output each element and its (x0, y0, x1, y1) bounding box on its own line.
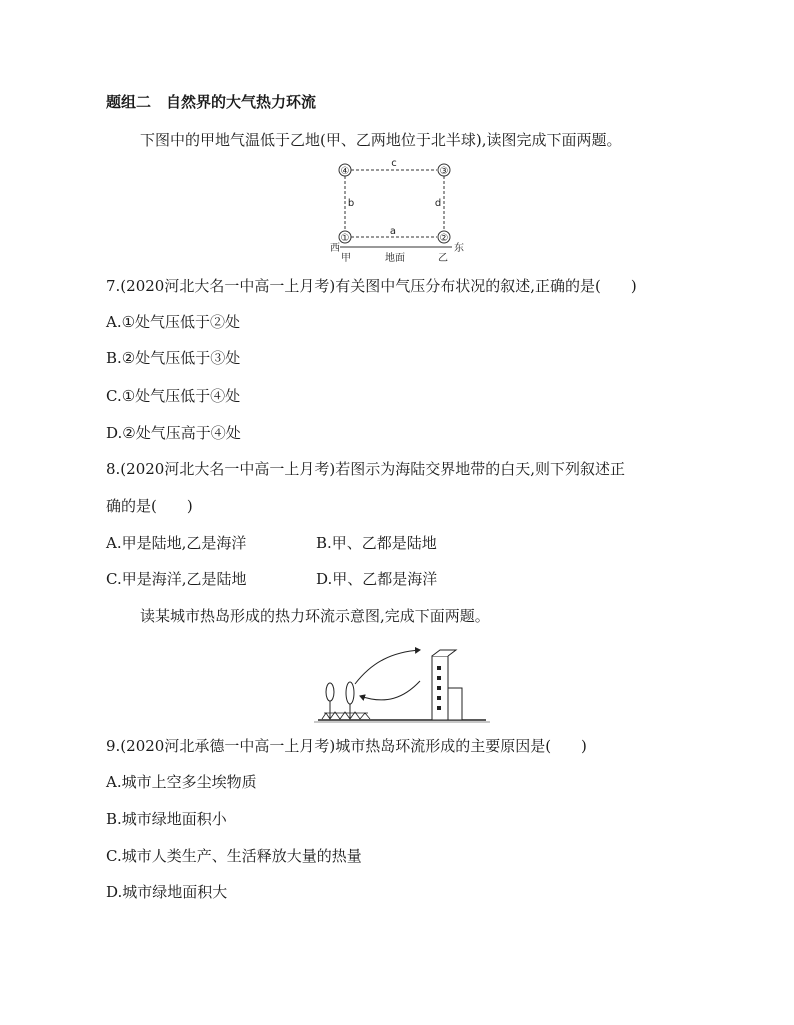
q8-option-a: A.甲是陆地,乙是海洋 (106, 534, 247, 552)
q8-option-c: C.甲是海洋,乙是陆地 (106, 570, 247, 588)
circle-label-3: ③ (439, 166, 449, 177)
label-west: 西 (330, 243, 340, 254)
circulation-diagram (0, 0, 794, 270)
edge-label-d: d (434, 198, 442, 209)
edge-label-a: a (389, 226, 397, 237)
q8-option-d: D.甲、乙都是海洋 (316, 570, 438, 588)
circle-label-1: ① (340, 233, 350, 244)
section-title: 题组二 自然界的大气热力环流 (106, 93, 317, 111)
q8-stem-line-2: 确的是( ) (106, 497, 193, 515)
label-east: 东 (454, 243, 464, 254)
label-jia: 甲 (341, 253, 351, 264)
q9-option-c: C.城市人类生产、生活释放大量的热量 (106, 847, 362, 865)
tree-2 (346, 682, 354, 718)
arrow-upper (355, 650, 420, 684)
q9-option-d: D.城市绿地面积大 (106, 883, 228, 901)
circle-label-4: ④ (340, 166, 350, 177)
edge-label-b: b (347, 198, 355, 209)
q7-option-c: C.①处气压低于④处 (106, 387, 241, 405)
q9-stem: 9.(2020河北承德一中高一上月考)城市热岛环流形成的主要原因是( ) (106, 737, 587, 755)
heat-island-diagram (300, 640, 500, 730)
q7-option-a: A.①处气压低于②处 (106, 313, 241, 331)
q8-option-b: B.甲、乙都是陆地 (316, 534, 437, 552)
arrow-lower (360, 681, 420, 700)
grass-base (322, 712, 370, 719)
q9-option-b: B.城市绿地面积小 (106, 810, 227, 828)
circle-label-2: ② (439, 233, 449, 244)
q7-option-b: B.②处气压低于③处 (106, 349, 241, 367)
q8-stem-line-1: 8.(2020河北大名一中高一上月考)若图示为海陆交界地带的白天,则下列叙述正 (106, 460, 625, 478)
q7-option-d: D.②处气压高于④处 (106, 424, 241, 442)
intro-paragraph-1: 下图中的甲地气温低于乙地(甲、乙两地位于北半球),读图完成下面两题。 (140, 131, 622, 149)
building-group (432, 650, 462, 720)
label-yi: 乙 (438, 253, 448, 264)
intro-paragraph-2: 读某城市热岛形成的热力环流示意图,完成下面两题。 (140, 607, 490, 625)
q7-stem: 7.(2020河北大名一中高一上月考)有关图中气压分布状况的叙述,正确的是( ) (106, 277, 637, 295)
label-ground: 地面 (385, 253, 405, 264)
q9-option-a: A.城市上空多尘埃物质 (106, 773, 257, 791)
edge-label-c: c (391, 158, 397, 169)
